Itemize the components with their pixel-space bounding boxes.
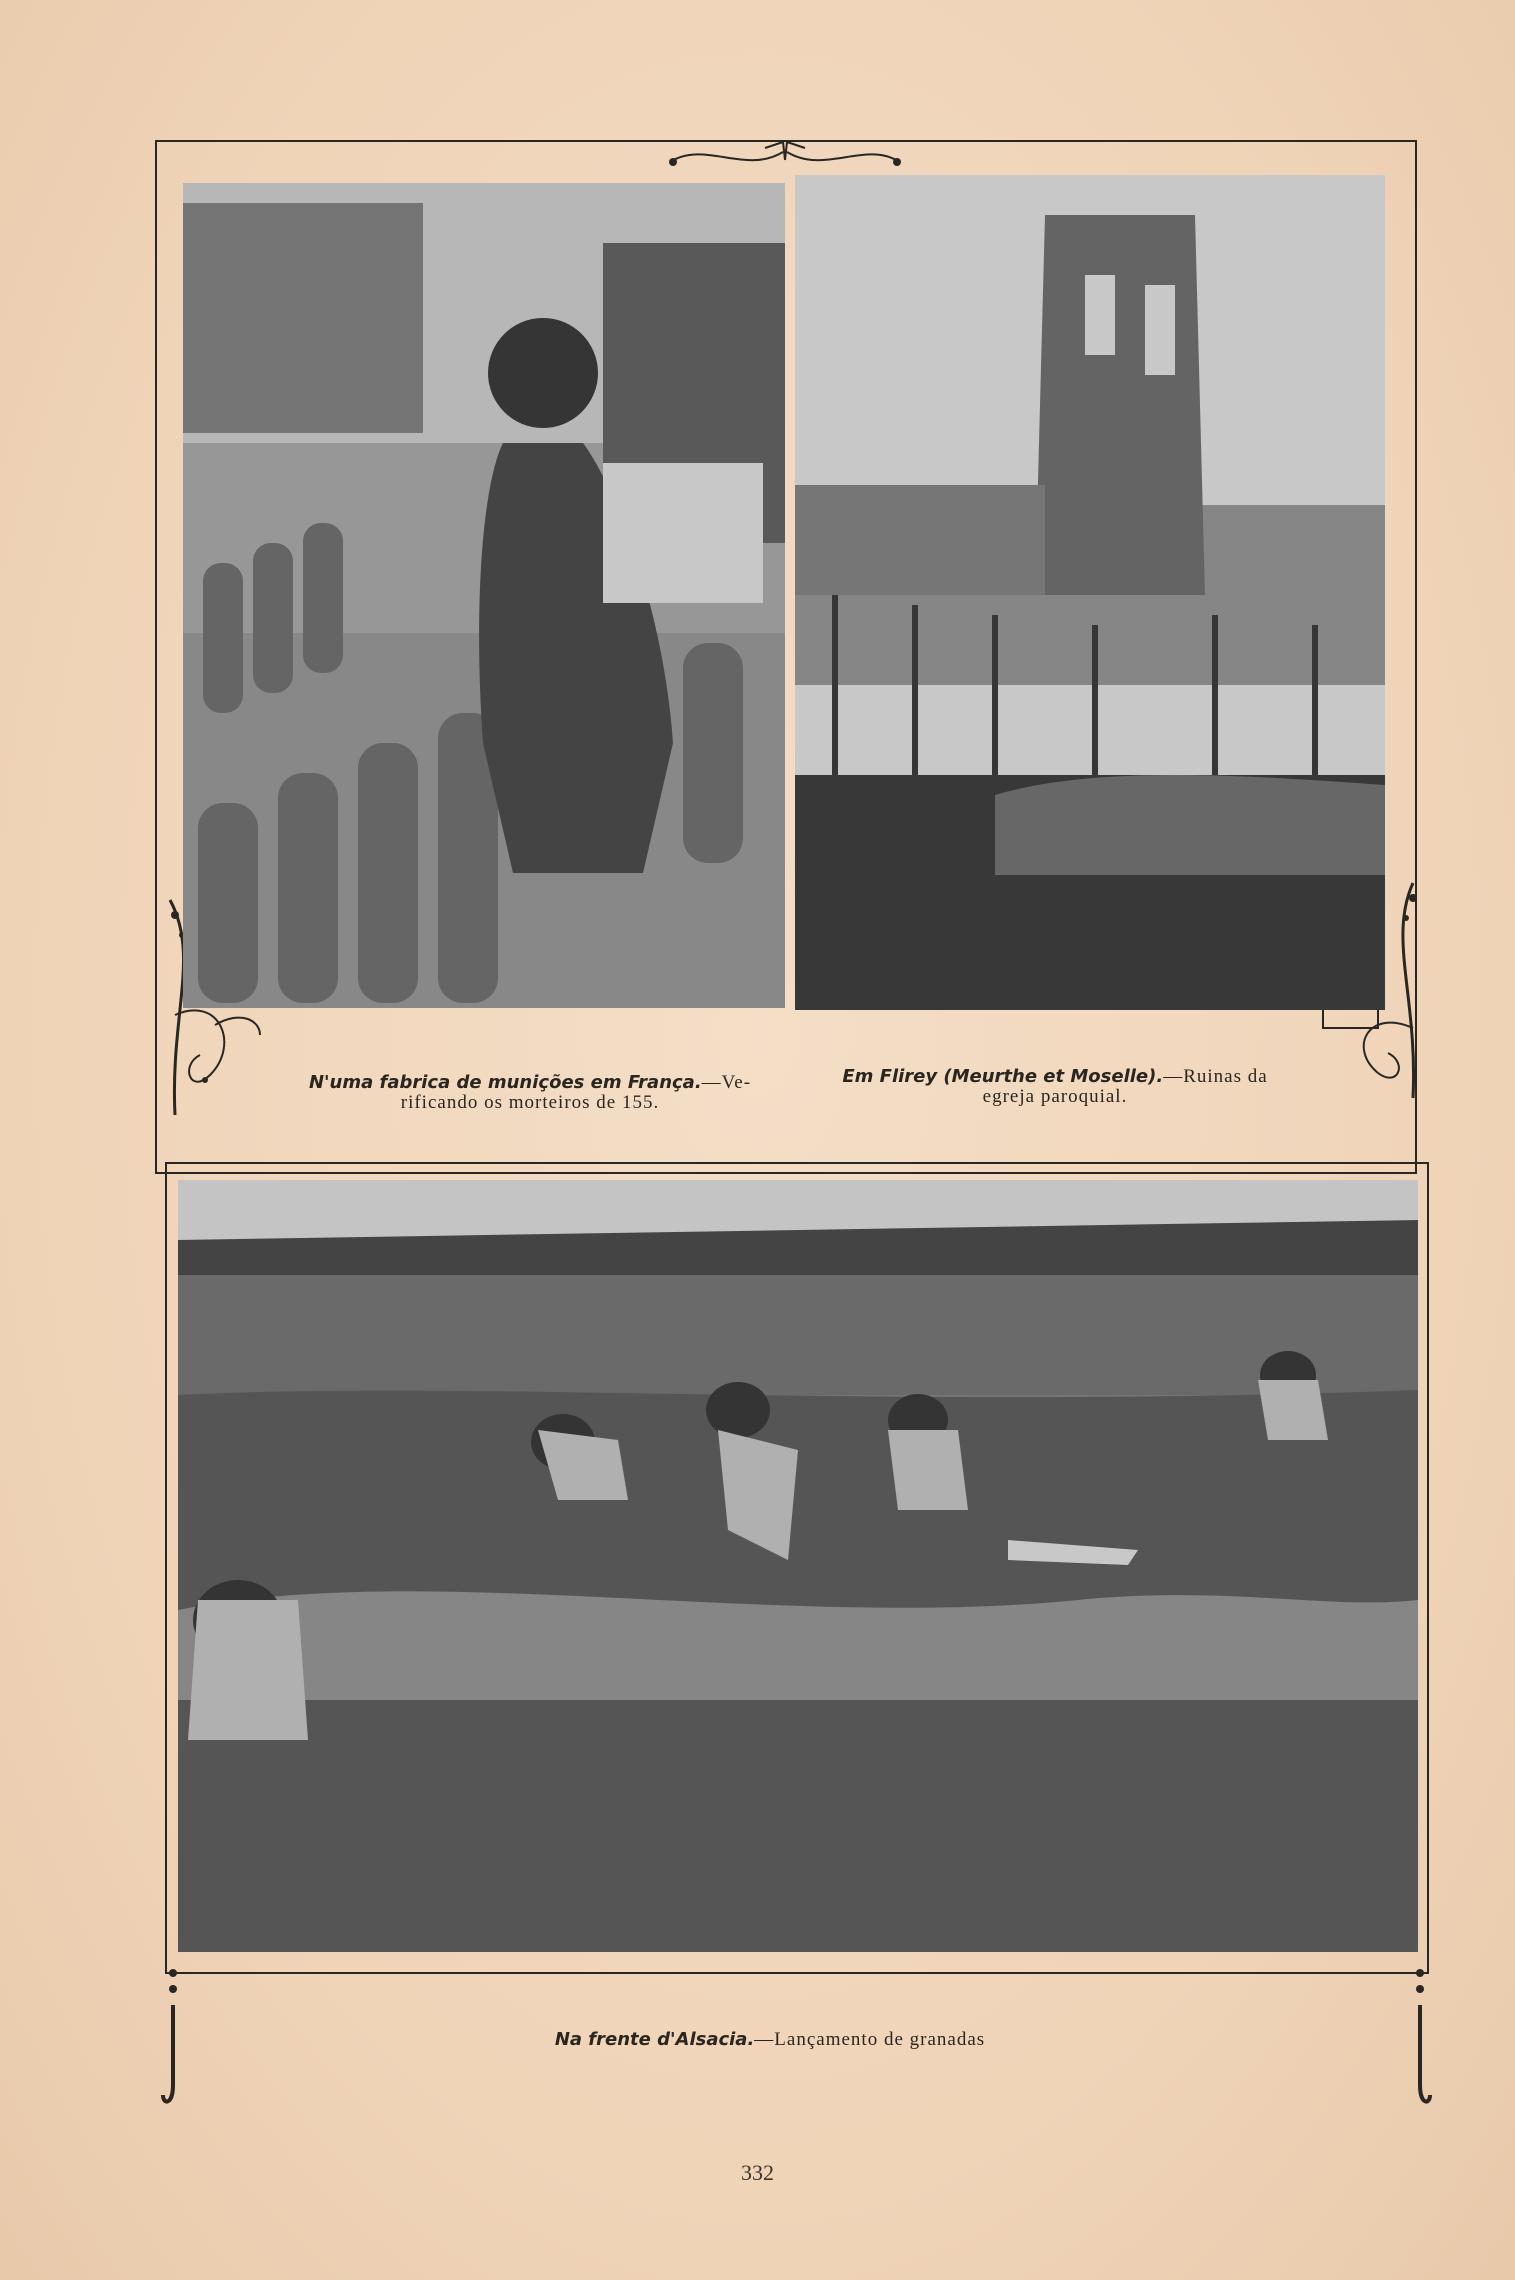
- alsace-front-grenades-photo: [178, 1180, 1418, 1952]
- caption-text: Lançamento de granadas: [774, 2029, 986, 2050]
- page-number: 332: [741, 2160, 774, 2185]
- caption-title: N'uma fabrica de munições em França.: [308, 1072, 702, 1093]
- caption-text: Ruinas da: [1183, 1066, 1268, 1087]
- flirey-photo-caption: [805, 1067, 1305, 1107]
- alsace-photo-caption: [400, 2030, 1140, 2050]
- caption-text: Ve-: [721, 1072, 752, 1093]
- caption-dash: —: [701, 1072, 722, 1093]
- caption-title: Na frente d'Alsacia.: [554, 2029, 755, 2050]
- top-center-ornament: [665, 140, 905, 180]
- bottom-right-ornament: [1405, 1965, 1435, 2115]
- munitions-factory-photo: [183, 183, 785, 1008]
- flirey-church-ruins-photo: [795, 175, 1385, 1010]
- bottom-left-ornament: [158, 1965, 188, 2115]
- caption-text: egreja paroquial.: [982, 1086, 1128, 1107]
- caption-dash: —: [1163, 1066, 1184, 1087]
- munitions-photo-caption: [280, 1073, 780, 1113]
- caption-title: Em Flirey (Meurthe et Moselle).: [842, 1066, 1164, 1087]
- caption-text: rificando os morteiros de 155.: [400, 1092, 660, 1113]
- caption-dash: —: [754, 2029, 775, 2050]
